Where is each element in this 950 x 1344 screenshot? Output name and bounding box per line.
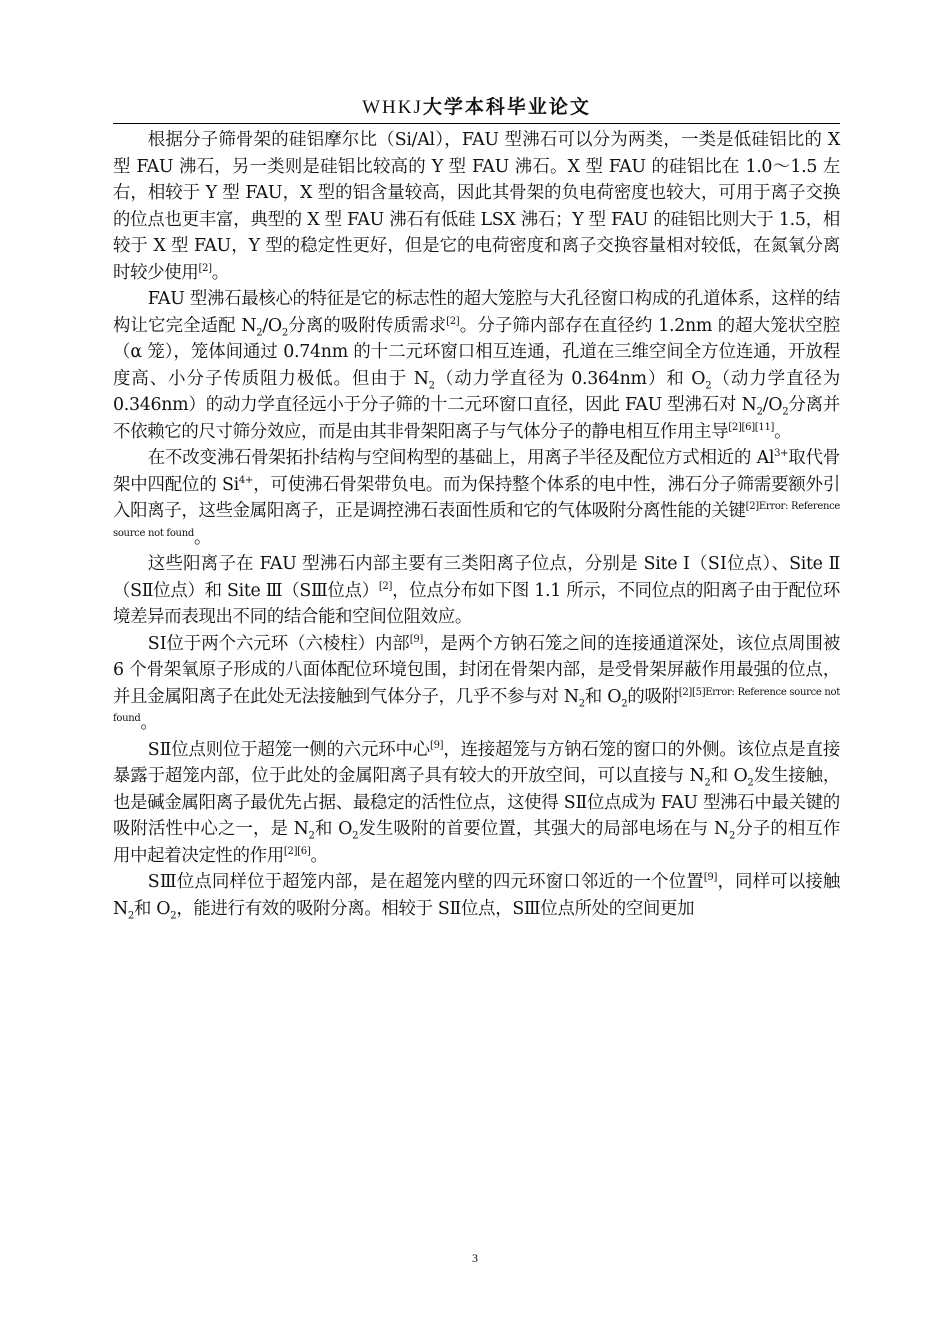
subscript: 2: [728, 830, 736, 842]
text-run: ，同样可以接触 N: [113, 872, 840, 919]
text-run: FAU 型沸石最核心的特征是它的标志性的超大笼腔与大孔径窗口构成的孔道体系，这样的结构让它完全适配 N: [113, 289, 840, 336]
paragraph: [113, 445, 840, 551]
text-run: （动力学直径为 0.346nm）的动力学直径远小于分子筛的十二元环窗口直径，因此 FAU 型沸石对 N: [113, 368, 841, 415]
text-run: 和 O: [314, 819, 353, 839]
subscript: 2: [428, 379, 435, 391]
text-run: ，位点分布如下图 1.1 所示，不同位点的阳离子由于配位环境差异而表现出不同的结合能和空间位阻效应。: [113, 580, 840, 627]
paragraph: [113, 551, 840, 631]
text-run: 和 O: [133, 898, 171, 919]
citation-superscript: [2]: [446, 315, 460, 327]
subscript: 2: [756, 406, 763, 418]
subscript: 2: [705, 379, 712, 391]
subscript: 2: [256, 326, 263, 338]
citation-superscript: [9]: [703, 872, 718, 884]
text-run: /O: [762, 395, 783, 415]
citation-superscript: [2][6]: [283, 845, 311, 857]
text-run: /O: [262, 315, 282, 336]
citation-superscript: [9]: [409, 633, 424, 645]
text-run: 。: [140, 713, 158, 733]
text-run: ，是两个方钠石笼之间的连接通道深处，该位点周围被 6 个骨架氧原子形成的八面体配位环境包围，封闭在骨架内部，是受骨架屏蔽作用最强的位点，并且金属阳离子在此处无法接触到气体分子，几乎不参与对 N: [113, 633, 840, 707]
paragraph: [113, 737, 840, 870]
text-run: 分离并不依赖它的尺寸筛分效应，而是由其非骨架阳离子与气体分子的静电相互作用主导: [113, 395, 840, 442]
citation-superscript: [2]: [378, 580, 393, 592]
text-run: 分子的相互作用中起着决定性的作用: [113, 819, 840, 866]
text-run: 在不改变沸石骨架拓扑结构与空间构型的基础上，用离子半径及配位方式相近的 Al: [147, 448, 775, 468]
subscript: 2: [127, 909, 134, 921]
page-number: 3: [472, 1251, 478, 1265]
text-run: 发生吸附的首要位置，其强大的局部电场在与 N: [358, 819, 729, 839]
subscript: 2: [747, 777, 754, 789]
subscript: 2: [352, 830, 359, 842]
subscript: 2: [704, 777, 711, 789]
text-run: 这些阳离子在 FAU 型沸石内部主要有三类阳离子位点，分别是 Site Ⅰ（SⅠ位点）、Site Ⅱ（SⅡ位点）和 Site Ⅲ（SⅢ位点）: [113, 554, 840, 601]
paragraph: [113, 286, 840, 445]
text-run: SⅠ位于两个六元环（六棱柱）内部: [147, 633, 410, 654]
text-run: 。: [310, 845, 328, 866]
text-run: 。: [211, 262, 229, 283]
citation-superscript: 3+: [774, 448, 789, 460]
text-run: 和 O: [584, 686, 622, 707]
header-latin: WHKJ: [362, 97, 423, 118]
text-run: 分离的吸附传质需求: [287, 315, 447, 336]
running-header: [113, 92, 840, 119]
subscript: 2: [621, 697, 628, 709]
text-run: 取代骨架中四配位的 Si: [113, 448, 840, 495]
body-text: [113, 127, 840, 922]
citation-superscript: [2]: [198, 262, 212, 274]
citation-superscript: [2]Error: Reference source not found: [113, 501, 840, 539]
paragraph: [113, 869, 840, 922]
subscript: 2: [782, 406, 789, 418]
text-run: 。分子筛内部存在直径约 1.2nm 的超大笼状空腔（α 笼），笼体间通过 0.74nm 的十二元环窗口相互连通，孔道在三维空间全方位连通，开放程度高、小分子传质阻力极低。但由于 N: [113, 315, 840, 389]
text-run: ，能进行有效的吸附分离。相较于 SⅡ位点，SⅢ位点所处的空间更加: [176, 898, 695, 919]
citation-superscript: [9]: [430, 739, 444, 751]
text-run: 发生接触，也是碱金属阳离子最优先占据、最稳定的活性位点，这使得 SⅡ位点成为 FAU 型沸石中最关键的吸附活性中心之一，是 N: [113, 766, 840, 839]
subscript: 2: [578, 697, 585, 709]
header-title: 大学本科毕业论文: [422, 96, 591, 118]
subscript: 2: [170, 909, 177, 921]
text-run: 。: [193, 527, 212, 548]
text-run: 。: [774, 421, 792, 442]
citation-superscript: [2][6][11]: [728, 421, 775, 433]
text-run: SⅢ位点同样位于超笼内部，是在超笼内壁的四元环窗口邻近的一个位置: [147, 872, 704, 892]
text-run: 根据分子筛骨架的硅铝摩尔比（Si/Al），FAU 型沸石可以分为两类，一类是低硅铝比的 X 型 FAU 沸石，另一类则是硅铝比较高的 Y 型 FAU 沸石。X 型 FAU 的硅铝比在 1.0～1.5 左右，相较于 Y 型 FAU，X 型的铝含量较高，因此其骨架的负电荷密度也较大，可用于离子交换的位点也更丰富，典型的 X 型 FAU 沸石有低硅 LSX 沸石；Y 型 FAU 的硅铝比则大于 1.5，相较于 X 型 FAU，Y 型的稳定性更好，但是它的电荷密度和离子交换容量相对较低，在氮氧分离时较少使用: [113, 130, 840, 283]
subscript: 2: [281, 326, 288, 338]
paragraph: [113, 127, 840, 286]
text-run: （动力学直径为 0.364nm）和 O: [434, 368, 706, 389]
subscript: 2: [308, 830, 315, 842]
text-run: SⅡ位点则位于超笼一侧的六元环中心: [147, 739, 430, 760]
paragraph: [113, 631, 840, 737]
text-run: ，连接超笼与方钠石笼的窗口的外侧。该位点是直接暴露于超笼内部，位于此处的金属阳离子具有较大的开放空间，可以直接与 N: [113, 739, 841, 786]
citation-superscript: [2][5]Error: Reference source not found: [113, 686, 840, 725]
citation-superscript: 4+: [238, 474, 254, 486]
text-run: 和 O: [710, 766, 748, 786]
text-run: ，可使沸石骨架带负电。而为保持整个体系的电中性，沸石分子筛需要额外引入阳离子，这些金属阳离子，正是调控沸石表面性质和它的气体吸附分离性能的关键: [113, 474, 840, 521]
header-rule: [113, 123, 840, 124]
text-run: 的吸附: [627, 686, 679, 707]
